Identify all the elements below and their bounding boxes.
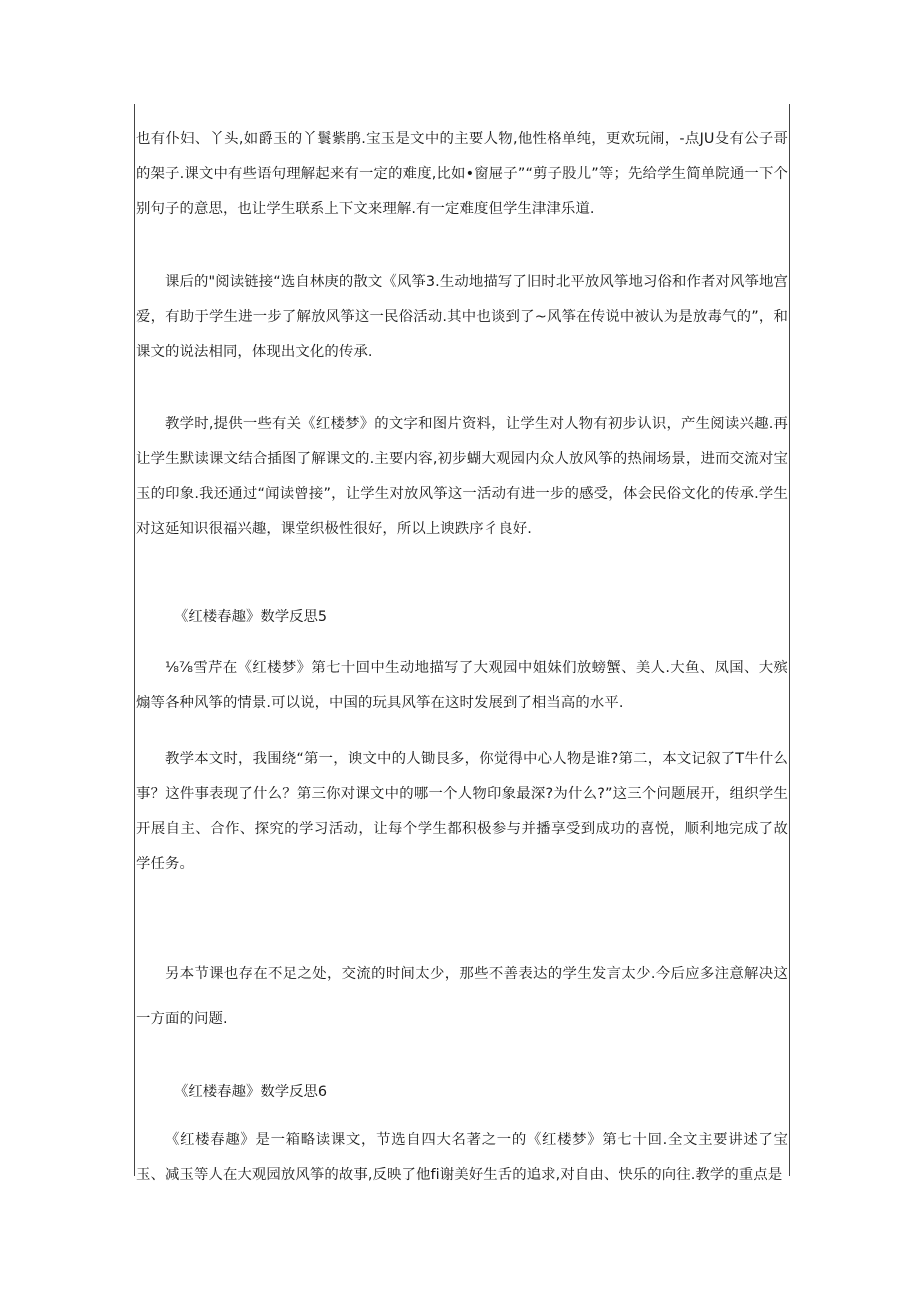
paragraph-questions: 教学本文时，我围绕“第一，谀文中的人锄艮多，你觉得中心人物是谁?第二，本文记叙了T牛什么事？这件事表现了什么？第三你对课文中的哪一个人物印象最深?为什么?”这三个问题展开，组织学生开展自主、合作、探究的学习活动，让每个学生都积极参与并播享受到成功的喜悦，顺利地完成了故学任务。 [136, 751, 788, 872]
section-heading-6: 《红楼春趣》数学反思6 [174, 1084, 328, 1100]
paragraph-shortcomings: 另本节课也存在不足之处，交流的时间太少，那些不善表达的学生发言太少.今后应多注意解决这一方面的问题. [136, 966, 788, 1027]
paragraph-characters: 也有仆妇、丫头,如爵玉的丫鬟紫鹃.宝玉是文中的主要人物,他性格单纯，更欢玩闹，-点JU殳有公子哥的架子.课文中有些语句理解起来有一定的难度,比如•窗屉子”“剪子股儿”等；先给学生简单院通一下个别句子的意思，也让学生联系上下文来理解.有一定难度但学生津津乐道. [136, 131, 788, 217]
paragraph-intro-6: 《红楼春趣》是一箱略读课文，节选自四大名著之一的《红楼梦》第七十回.全文主要讲述了宝玉、减玉等人在大观园放风筝的故事,反映了他fi谢美好生舌的追求,对自由、快乐的向往.教学的重点是 [136, 1132, 788, 1183]
page-border-left [134, 104, 135, 1176]
page-border-right [789, 104, 790, 1176]
paragraph-teaching: 教学时,提供一些有关《红楼梦》的文字和图片资料，让学生对人物有初步认识，产生阅读兴趣.再让学生默读课文结合插图了解课文的.主要内容,初步蝴大观园内众人放风筝的热闹场景，进而交流对宝玉的印象.我还通过“闻读曾接”，让学生对放风筝这一活动有进一步的感受，体会民俗文化的传承.学生对这延知识很福兴趣，课堂织极性很好，所以上谀跌序彳良好. [136, 416, 788, 537]
paragraph-reading-link: 课后的"阅读链接“选自林庚的散文《风筝3.生动地描写了旧时北平放风筝地习俗和作者对风筝地宫爱，有助于学生进一步了解放风筝这一民俗活动.其中也谈到了~风筝在传说中被认为是放毒气的”，和课文的说法相同，体现出文化的传承. [136, 274, 788, 360]
section-heading-5: 《红楼春趣》数学反思5 [174, 609, 328, 625]
paragraph-cao-xueqin: ⅛⅞雪芹在《红楼梦》第七十回中生动地描写了大观园中姐妹们放螃蟹、美人.大鱼、凤国、大殡煽等各种风筝的情景.可以说，中国的玩具风筝在这时发展到了相当高的水平. [136, 660, 788, 711]
